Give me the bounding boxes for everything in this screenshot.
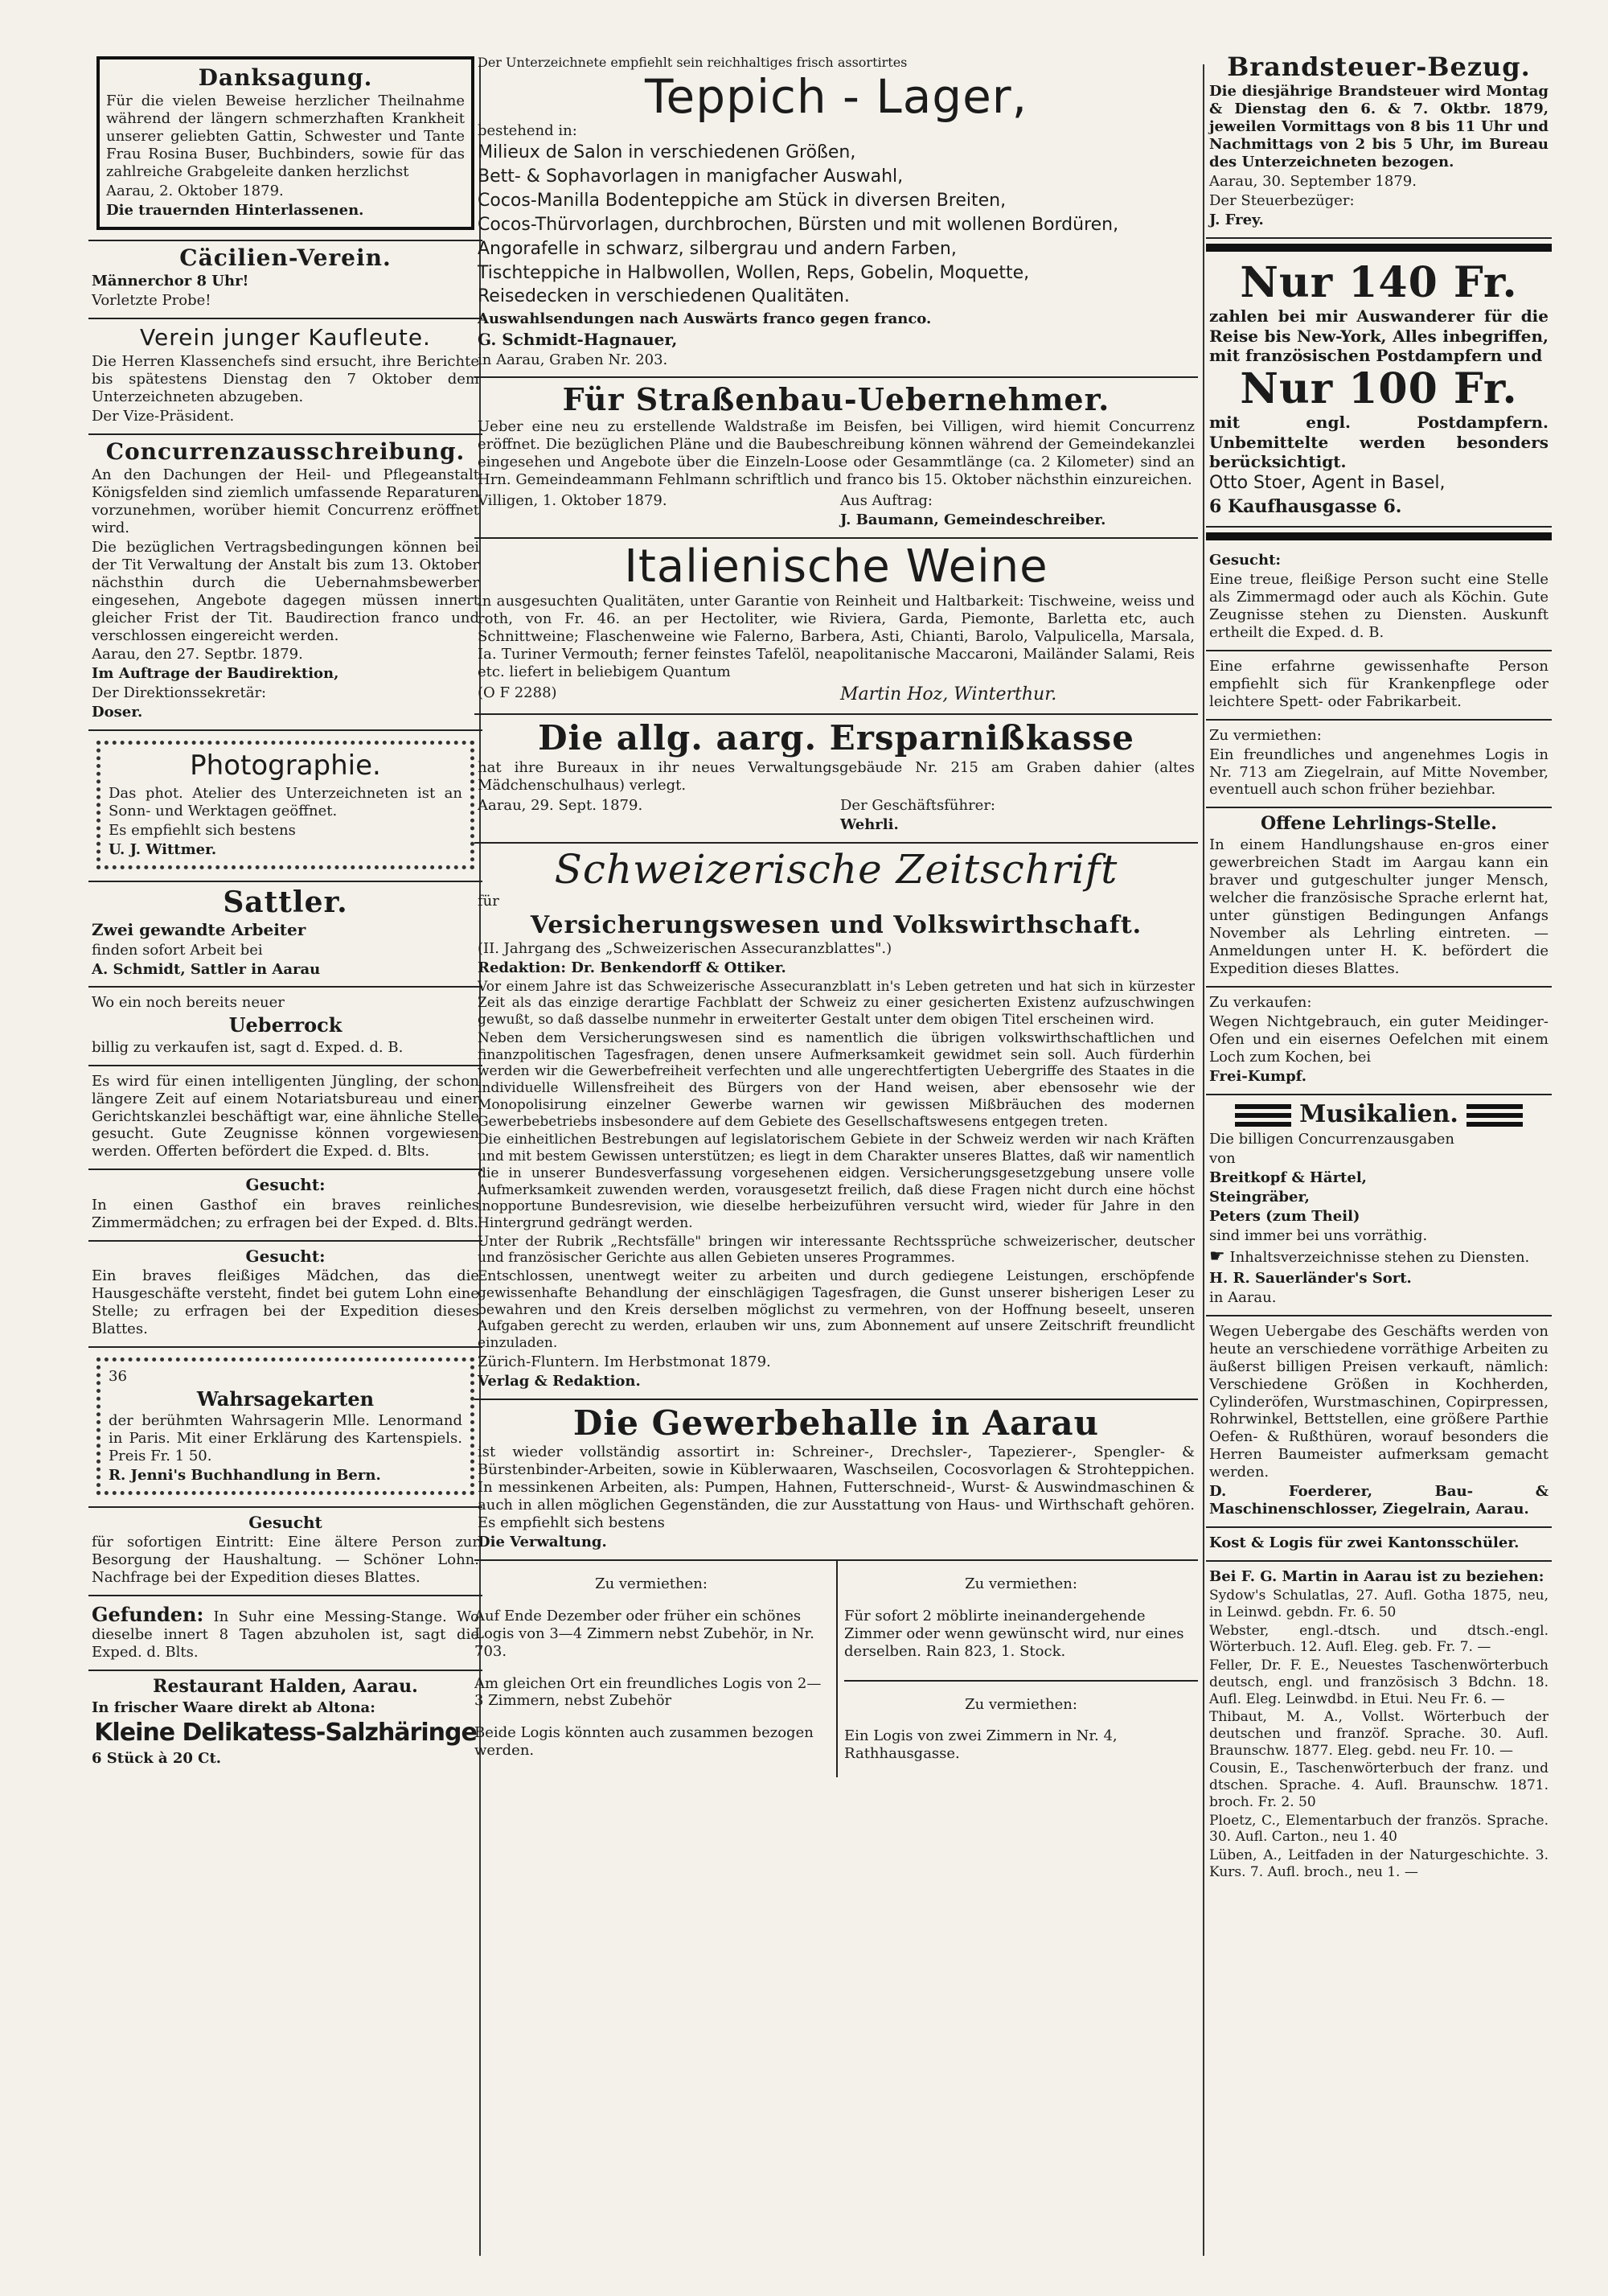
ad-body: Vor einem Jahre ist das Schweizerische Assecuranzblatt in's Leben getreten und hat sich in kürzester Zeit als das einzige derartige Fachblatt der Schweiz zu einer gesicherten Existenz aufzuschwingen gewußt, so daß dasselbe nunmehr in erweiterter Gestalt unter dem obigen Titel erscheinen wird. [478,978,1195,1029]
ad-signature: U. J. Wittmer. [109,840,217,858]
ad-body: Auf Ende Dezember oder früher ein schönes Logis von 3—4 Zimmern nebst Zubehör, in Nr. 703. [474,1607,814,1660]
ad-signature: R. Jenni's Buchhandlung in Bern. [109,1466,381,1484]
ad-price: 6 Stück à 20 Ct. [92,1749,222,1767]
ad-body: Für die vielen Beweise herzlicher Theilnahme während der längern schmerzhaften Krankheit unserer geliebten Gattin, Schwester und Tante Frau Rosina Buser, Buchbinders, sowie für das zahlreiche Grabgeleite danken herzlichst [106,92,465,180]
ad-body: Die Herren Klassenchefs sind ersucht, ihre Berichte bis spätestens Dienstag den 7 Oktober dem Unterzeichneten abzugeben. [92,353,479,406]
ad-headline: Kleine Delikatess-Salzhäringe [94,1719,477,1748]
ad-body: Ein Logis von zwei Zimmern in Nr. 4, Rathhausgasse. [844,1727,1118,1763]
ad-headline: Nur 100 Fr. [1240,363,1518,413]
ad-line: finden sofort Arbeit bei [92,941,263,959]
ad-verkaufen [1206,988,1552,1095]
item-list [1209,1587,1549,1880]
ad-line: Im Auftrage der Baudirektion, [92,665,339,683]
ad-body: hat ihre Bureaux in ihr neues Verwaltungsgebäude Nr. 215 am Graben dahier (altes Mädchenschulhaus) verlegt. [478,758,1195,794]
ad-subtitle: Versicherungswesen und Volkswirthschaft. [530,910,1142,939]
ad-signature: A. Schmidt, Sattler in Aarau [92,960,321,978]
ad-vermieten-2 [844,1575,1198,1682]
ad-foerderer [1206,1316,1552,1528]
list-item: Cocos-Manilla Bodenteppiche am Stück in diversen Breiten, [478,191,1007,212]
list-item: Angorafelle in schwarz, silbergrau und andern Farben, [478,238,957,259]
publisher: Steingräber, [1209,1189,1310,1206]
ad-title: Zu verkaufen: [1209,993,1312,1011]
ad-body: Für sofort 2 möblirte ineinandergehende Zimmer oder wenn gewünscht wird, nur eines derselben. Rain 823, 1. Stock. [844,1607,1184,1660]
ad-body: Wegen Uebergabe des Geschäfts werden von heute an verschiedene vorräthige Arbeiten zu äußerst billigen Preisen verkauft, nämlich: Verschiedene Größen in Kochherden, Cylinderöfen, Wurstmaschinen, Copirpressen, Rohrwinkel, Bettstellen, eine größere Parthie Oefen- & Rußthüren, worauf besonders die Herren Baumeister aufmerksam gemacht werden. [1209,1322,1549,1481]
ad-title: Zu vermiethen: [965,1695,1077,1713]
ad-title: Cäcilien-Verein. [179,244,392,272]
ad-address: 6 Kaufhausgasse 6. [1209,496,1402,518]
list-item: Bett- & Sophavorlagen in manigfacher Auswahl, [478,166,904,187]
ad-title: Zu vermiethen: [595,1575,708,1592]
ad-title: Die Gewerbehalle in Aarau [572,1403,1100,1443]
ad-auswanderer [1206,257,1552,528]
ad-body: In einen Gasthof ein braves reinliches Zimmermädchen; zu erfragen bei der Exped. d. Blts. [92,1196,479,1231]
ad-title: Brandsteuer-Bezug. [1227,51,1531,82]
ad-title: Die allg. aarg. Ersparnißkasse [538,718,1134,758]
ad-title: Musikalien. [1299,1099,1458,1128]
ad-body: der berühmten Wahrsagerin Mlle. Lenormand in Paris. Mit einer Erklärung des Kartenspiels. Preis Fr. 1 50. [109,1412,462,1465]
ad-date: Aarau, 2. Oktober 1879. [106,182,284,199]
ornament-stripes [1235,1104,1291,1127]
ad-line: Redaktion: Dr. Benkendorff & Ottiker. [478,959,786,976]
ad-line: für [478,892,499,910]
ad-vermieten-1 [474,1561,828,1778]
ad-title: Zu vermiethen: [1209,726,1322,744]
ad-body: Entschlossen, unentwegt weiter zu arbeiten und durch gediegene Leistungen, erschöpfende gewissenhafte Behandlung der einschlägigen Tagesfragen, die Gunst unserer bisherigen Leser zu bewahren und den Kreis derselben möglichst zu vermehren, von der Hoffnung beseelt, unseren Aufgaben gerecht zu werden, erlauben wir uns, zum Abonnement auf unsere Zeitschrift freundlicht einzuladen. [478,1268,1195,1352]
ad-signature: Doser. [92,704,143,721]
publisher: Peters (zum Theil) [1209,1208,1360,1226]
list-item: Milieux de Salon in verschiedenen Größen, [478,142,856,163]
ad-body: Es wird für einen intelligenten Jüngling, der schon längere Zeit auf einem Notariatsbureau und einer Gerichtskanzlei beschäftigt war, eine ähnliche Stelle gesucht. Gute Zeugnisse können vorgewiesen werden. Offerten befördert die Exped. d. Blts. [92,1072,479,1160]
ad-body: Ein braves fleißiges Mädchen, das die Hausgeschäfte versteht, findet bei gutem Lohn eine Stelle; zu erfragen bei der Expedition dieses Blattes. [92,1267,479,1337]
ad-body: Am gleichen Ort ein freundliches Logis von 2—3 Zimmern, nebst Zubehör [474,1674,822,1710]
publisher: Breitkopf & Härtel, [1209,1169,1367,1187]
ad-line: In frischer Waare direkt ab Altona: [92,1699,375,1717]
ad-line: Der Geschäftsführer: [840,797,995,815]
ad-strassenbau [474,378,1198,539]
ad-signature: Wehrli. [840,816,899,834]
ad-body: Die diesjährige Brandsteuer wird Montag & Dienstag den 6. & 7. Oktbr. 1879, jeweilen Vormittags von 8 bis 11 Uhr und Nachmittags von 2 bis 5 Uhr, im Bureau des Unterzeichneten bezogen. [1209,83,1549,170]
ad-body: Das phot. Atelier des Unterzeichneten ist an Sonn- und Werktagen geöffnet. [109,784,462,819]
ad-body: Unter der Rubrik „Rechtsfälle" bringen wir interessante Rechtssprüche schweizerischer, deutscher und französischer Gerichte aus allen Gebieten unseres Programmes. [478,1233,1195,1267]
ad-line: sind immer bei uns vorräthig. [1209,1227,1428,1245]
ad-danksagung [88,48,482,241]
ad-person [1206,651,1552,721]
list-item: Cocos-Thürvorlagen, durchbrochen, Bürsten und mit wollenen Bordüren, [478,214,1119,235]
list-item: Reisedecken in verschiedenen Qualitäten. [478,286,850,307]
ad-body: In Suhr eine Messing-Stange. Wo dieselbe innert 8 Tagen abzuholen ist, sagt die Exped. d. Blts. [92,1608,479,1661]
ad-gewerbehalle [474,1400,1198,1561]
ad-photographie [88,731,482,881]
ad-concurrenz [88,435,482,731]
ad-signature: Verlag & Redaktion. [478,1372,641,1390]
ad-title: Schweizerische Zeitschrift [554,846,1118,893]
ad-halden [88,1671,482,1775]
ad-body: Eine erfahrne gewissenhafte Person empfiehlt sich für Krankenpflege oder leichtere Spett- oder Fabrikarbeit. [1209,657,1549,710]
ad-title: Restaurant Halden, Aarau. [153,1676,418,1698]
ad-body: billig zu verkaufen ist, sagt d. Exped. d. B. [92,1038,404,1056]
ad-buecher [1206,1562,1552,1888]
ad-date: Zürich-Fluntern. Im Herbstmonat 1879. [478,1353,771,1370]
ad-kaufleute [88,319,482,435]
ad-body: Eine treue, fleißige Person sucht eine Stelle als Zimmermagd oder auch als Köchin. Gute Zeugnisse stehen zu Diensten. Auskunft ertheilt die Exped. d. B. [1209,570,1549,641]
ad-signature: Otto Stoer, Agent in Basel, [1209,473,1446,494]
ad-headline: Nur 140 Fr. [1240,257,1518,307]
pointing-hand-icon: ☛ [1209,1246,1225,1267]
ad-number: 36 [109,1367,127,1385]
divider-bar [1206,244,1552,252]
list-item: Thibaut, M. A., Vollst. Wörterbuch der deutschen und franzöf. Sprache. 30. Aufl. Braunschw. 1877. Eleg. gebd. neu Fr. 10. — [1209,1709,1549,1759]
ad-body: Die einheitlichen Bestrebungen auf legislatorischem Gebiete in der Schweiz werden wir nach Kräften und mit bestem Gewissen unterstützen; es liegt in dem Charakter unseres Blattes, daß wir namentlich die in unserer Bundesverfassung vorgesehenen eidgen. Versicherungsgesetzgebung unsere volle Aufmerksamkeit zuwenden werden, vorausgesetzt freilich, daß diese Fragen nicht durch eine höchst inopportune Bundesrevision, wie dieselbe herbeizuführen versucht wird, wieder für Jahre in den Hintergrund gedrängt werden. [478,1132,1195,1231]
ad-title: Italienische Weine [624,540,1048,593]
ad-caecilien [88,241,482,319]
ad-body: Es empfiehlt sich bestens [109,821,296,839]
ad-title: Verein junger Kaufleute. [140,324,431,351]
ad-title: Gesucht [248,1512,322,1532]
ad-title: Zu vermiethen: [965,1575,1077,1592]
list-item: Ploetz, C., Elementarbuch der französ. Sprache. 30. Aufl. Carton., neu 1. 40 [1209,1812,1549,1846]
ad-vermieten-3 [844,1696,1198,1764]
vermieten-col [836,1561,1198,1778]
vermieten-row [474,1561,1198,1778]
ad-body: in ausgesuchten Qualitäten, unter Garantie von Reinheit und Haltbarkeit: Tischweine, weiss und roth, von Fr. 46. an per Hectoliter, wie Riviera, Garda, Piemonte, Barletta etc, auch Schnittweine; Flaschenweine wie Falerno, Barbera, Asti, Chianti, Barolo, Valpulicella, Marsala, Ia. Turiner Vermouth; ferner feinstes Tafelöl, neapolitanische Maccaroni, Mailänder Salami, Reis etc. liefert in beliebigem Quantum [478,592,1195,680]
ad-body: Neben dem Versicherungswesen sind es namentlich die übrigen volkswirthschaftlichen und finanzpolitischen Tagesfragen, denen unsere Aufmerksamkeit gewidmet sein soll. Auch fürderhin werden wir die Gewerbefreiheit verfechten und alle ungerechtfertigten Uebergriffe des Staates in die individuelle Willensfreiheit des Bürgers von der Hand weisen, aber ebensosehr wie der Monopolisirung einzelner Gewerbe warnen wir gewissen Mißbräuchen des modernen Gewerbebetriebs insbesondere auf dem Gebiete des Gesellschaftswesens entgegen treten. [478,1029,1195,1130]
ad-signature: Frei-Kumpf. [1209,1067,1307,1085]
ad-line: Wo ein noch bereits neuer [92,994,285,1012]
ad-gesucht-2 [88,1242,482,1348]
list-item: Sydow's Schulatlas, 27. Aufl. Gotha 1875, neu, in Leinwd. gebdn. Fr. 6. 50 [1209,1587,1549,1620]
ad-title: Ueberrock [228,1013,343,1037]
ad-date: Aarau, 29. Sept. 1879. [478,797,643,815]
ad-title: Gesucht: [245,1175,326,1195]
ad-lehrling [1206,808,1552,987]
ad-gesucht-3 [88,1508,482,1596]
ad-wahrsagekarten [88,1348,482,1508]
ad-line: Aus Auftrag: [840,492,933,510]
list-item: Tischteppiche in Halbwollen, Wollen, Reps, Gobelin, Moquette, [478,262,1030,283]
ad-body: Die bezüglichen Vertragsbedingungen können bei der Tit Verwaltung der Anstalt bis zum 13. Oktober nächsthin durch die Uebernahmsbewerber eingesehen, Angebote dagegen müssen innert gleicher Frist der Tit. Baudirection franco und verschlossen eingereicht werden. [92,538,479,644]
ad-vermieten [1206,721,1552,809]
ad-date: Aarau, 30. September 1879. [1209,172,1417,190]
list-item: Webster, engl.-dtsch. und dtsch.-engl. Wörterbuch. 12. Aufl. Eleg. geb. Fr. 7. — [1209,1622,1549,1656]
ad-code: (O F 2288) [478,684,557,701]
ad-body: Ein freundliches und angenehmes Logis in Nr. 713 am Ziegelrain, auf Mitte November, eventuell auch schon früher beziehbar. [1209,745,1549,799]
ad-title: Danksagung. [198,64,373,91]
ad-body: mit engl. Postdampfern. Unbemittelte werden besonders berücksichtigt. [1209,413,1549,471]
ad-title: Offene Lehrlings-Stelle. [1261,813,1497,835]
ad-zeitschrift [474,844,1198,1399]
divider-bar [1206,532,1552,540]
ad-title: Bei F. G. Martin in Aarau ist zu beziehen: [1209,1568,1544,1586]
ad-body: ist wieder vollständig assortirt in: Schreiner-, Drechsler-, Tapezierer-, Spengler- & Bürstenbinder-Arbeiten, sowie in Küblerwaaren, Waschseilen, Cocosvorlagen & Strohteppichen. In messinkenen Arbeiten, als: Pumpen, Hahnen, Futterschneid-, Wurst- & Auswindmaschinen & auch in allen möglichen Gegenständen, die zur Ausstattung von Haus- und Wirthschaft gehören. Es empfiehlt sich bestens [478,1443,1195,1531]
ad-line: bestehend in: [478,122,577,140]
ad-signature: D. Foerderer, Bau- & Maschinenschlosser, Ziegelrain, Aarau. [1209,1483,1549,1518]
ad-gesucht-1 [88,1170,482,1241]
ad-kost-logis [1206,1528,1552,1562]
ad-line: Inhaltsverzeichnisse stehen zu Diensten. [1229,1248,1530,1266]
ad-gefunden [88,1596,482,1671]
ad-date: Villigen, 1. Oktober 1879. [478,492,667,510]
ad-body: An den Dachungen der Heil- und Pflegeanstalt Königsfelden sind ziemlich umfassende Reparaturen vorzunehmen, worüber hiemit Concurrenz eröffnet wird. [92,466,479,536]
ad-italienische-weine [474,539,1198,715]
ad-line: (II. Jahrgang des „Schweizerischen Assecuranzblattes".) [478,939,892,957]
ad-body: Ueber eine neu zu erstellende Waldstraße im Beisfen, bei Villigen, wird hiemit Concurrenz eröffnet. Die bezüglichen Pläne und die Baubeschreibung können während der Gemeindekanzlei eingesehen und Angebote über die Einzeln-Loose oder Gesammtlänge (ca. 2 Kilometer) sind an Hrn. Gemeindeammann Fehlmann schriftlich und franco bis 15. Oktober nächsthin einzureichen. [478,418,1195,489]
ad-signature: Die Verwaltung. [478,1533,607,1551]
ad-signature: G. Schmidt-Hagnauer, [478,330,678,350]
ad-line: Die billigen Concurrenzausgaben [1209,1131,1454,1148]
list-item: Cousin, E., Taschenwörterbuch der franz. und dtschen. Sprache. 4. Aufl. Braunschw. 1871. broch. Fr. 2. 50 [1209,1760,1549,1810]
ad-body: In einem Handlungshause en-gros einer gewerbreichen Stadt im Aargau kann ein braver und gutgeschulter junger Mensch, welcher die französische Sprache erlernt hat, unter günstigen Bedingungen Anfangs November als Lehrling eintreten. — Anmeldungen unter H. K. befördert die Expedition dieses Blattes. [1209,836,1549,977]
ad-gesucht [1206,545,1552,651]
ad-title: Concurrenzausschreibung. [105,438,466,466]
ad-signature: Der Vize-Präsident. [92,408,235,425]
ad-juengling [88,1066,482,1171]
column-rule [1203,64,1204,2256]
ad-signature: Die trauernden Hinterlassenen. [106,201,364,219]
ad-title: Sattler. [223,885,348,919]
left-column [88,48,482,2264]
ad-title: Gesucht: [1209,552,1282,569]
ad-signature: J. Baumann, Gemeindeschreiber. [840,511,1106,529]
ad-line: Männerchor 8 Uhr! [92,273,249,290]
ad-intro: Der Unterzeichnete empfiehlt sein reichhaltiges frisch assortirtes [478,55,908,70]
item-list [478,142,1195,308]
ad-teppich-lager [474,48,1198,378]
ad-title: Teppich - Lager, [644,68,1028,124]
ad-body: für sofortigen Eintritt: Eine ältere Person zur Besorgung der Haushaltung. — Schöner Lohn. Nachfrage bei der Expedition dieses Blattes. [92,1534,479,1587]
ad-title: Gesucht: [245,1246,326,1266]
ad-ueberrock [88,988,482,1066]
ad-line: Der Steuerbezüger: [1209,191,1355,209]
ad-signature: H. R. Sauerländer's Sort. [1209,1269,1412,1287]
ornament-stripes [1466,1104,1523,1127]
ad-signature: Martin Hoz, Winterthur. [840,684,1057,704]
list-item: Feller, Dr. F. E., Neuestes Taschenwörterbuch deutsch, engl. und französisch 3 Bdchn. 18. Aufl. Eleg. Leinwdbd. in Etui. Neu Fr. 6. — [1209,1657,1549,1707]
ad-line: in Aarau. [1209,1288,1277,1306]
ad-title: Für Straßenbau-Uebernehmer. [562,381,1110,418]
ad-title: Photographie. [190,750,381,782]
ad-body: Kost & Logis für zwei Kantonsschüler. [1209,1534,1520,1552]
ad-line: Der Direktionssekretär: [92,684,267,702]
ad-body: zahlen bei mir Auswanderer für die Reise bis New-York, Alles inbegriffen, mit französischen Postdampfern und [1209,306,1549,366]
ad-line: Auswahlsendungen nach Auswärts franco gegen franco. [478,310,932,328]
ad-body: Wegen Nichtgebrauch, ein guter Meidinger-Ofen und ein eisernes Oefelchen mit einem Loch zum Kochen, bei [1209,1012,1549,1066]
middle-column [474,48,1198,2264]
ad-line: Zwei gewandte Arbeiter [92,920,306,940]
right-column [1206,48,1552,2264]
ad-sattler [88,882,482,988]
ad-title: Gefunden: [92,1603,204,1627]
ad-ersparniskasse [474,715,1198,844]
ad-body: Beide Logis könnten auch zusammen bezogen werden. [474,1724,814,1760]
list-item: Lüben, A., Leitfaden in der Naturgeschichte. 3. Kurs. 7. Aufl. broch., neu 1. — [1209,1847,1549,1880]
ad-brandsteuer [1206,48,1552,239]
ad-address: in Aarau, Graben Nr. 203. [478,351,668,368]
ad-musikalien [1206,1095,1552,1316]
ad-signature: J. Frey. [1209,211,1264,228]
ad-date: Aarau, den 27. Septbr. 1879. [92,646,303,663]
ad-line: Vorletzte Probe! [92,292,211,310]
ad-title: Wahrsagekarten [196,1386,375,1411]
ad-line: von [1209,1150,1236,1168]
